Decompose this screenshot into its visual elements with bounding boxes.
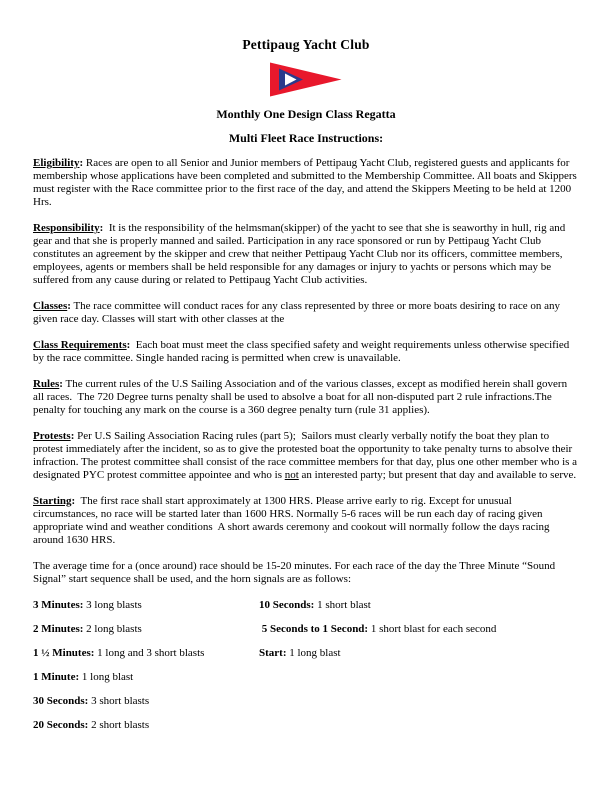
subtitle-instructions: Multi Fleet Race Instructions: (228, 131, 384, 145)
signal-right-cell (259, 671, 579, 684)
paragraph-text: : (70, 430, 75, 442)
signal-time-label: 1 ½ Minutes: (33, 647, 95, 659)
paragraph-text: : (99, 222, 104, 234)
paragraph-text: : (71, 495, 76, 507)
signal-time-label: 5 Seconds to 1 Second: (259, 623, 369, 635)
instructions-body (33, 157, 579, 732)
paragraph-text: The race committee will conduct races for any class represented by three or more boats desiring to race on any given race day. Classes will start with other classes at the (33, 300, 563, 325)
signal-row (33, 623, 579, 636)
paragraph-text: The first race shall start approximately at 1300 HRS. Please arrive early to rig. Except for unusual circumstances, no race will be started later than 1600 HRS. Normally 5-6 races will be run each day of racing given appropriate wind and weather conditions A short awards ceremony and cookout will normally follow the days racing around 1630 HRS. (33, 495, 553, 546)
paragraph-text: : (59, 378, 63, 390)
pennant-flag-icon (270, 62, 342, 98)
paragraph-label: Class Requirements (33, 339, 127, 351)
signal-time-label: Start: (259, 647, 287, 659)
paragraph-text: The current rules of the U.S Sailing Association and of the various classes, except as modified herein shall govern all races. The 720 Degree turns penalty shall be used to absolve a boat for all non-disputed part 2 rule infractions.The penalty for touching any mark on the course is a 360 degree penalty turn (rule 31 applies). (33, 378, 570, 416)
paragraph-label: Eligibility (33, 157, 80, 169)
signal-right-cell: 10 Seconds: 1 short blast (259, 599, 371, 611)
signal-time-label: 30 Seconds: (33, 695, 89, 707)
paragraph-text: : (79, 157, 84, 169)
paragraph-label: Protests (33, 430, 71, 442)
signal-time-label: 2 Minutes: (33, 623, 84, 635)
paragraph-average-time (33, 560, 579, 586)
signal-time-label: 1 Minute: (33, 671, 80, 683)
paragraph-label: Responsibility (33, 222, 100, 234)
paragraph-eligibility (33, 157, 579, 209)
signal-left-cell: 20 Seconds: 2 short blasts (33, 719, 150, 731)
signal-left-cell: 30 Seconds: 3 short blasts (33, 695, 150, 707)
signal-left-cell: 1 ½ Minutes: 1 long and 3 short blasts (33, 647, 205, 659)
paragraph-text: Each boat must meet the class specified safety and weight requirements unless otherwise specified by the race committee. Single handed racing is permitted when crew is unavailable. (33, 339, 572, 364)
paragraph-protests (33, 430, 579, 482)
signal-left-cell: 2 Minutes: 2 long blasts (33, 623, 142, 635)
paragraph-responsibility (33, 222, 579, 287)
paragraph-label: Rules (33, 378, 60, 390)
paragraph-text: not (284, 469, 299, 481)
paragraph-text: The average time for a (once around) race should be 15-20 minutes. For each race of the day the Three Minute “Sound Signal” start sequence shall be used, and the horn signals are as follows: (33, 560, 558, 585)
paragraph-text: an interested party; but present that day and available to serve. (298, 469, 577, 481)
paragraph-class-requirements (33, 339, 579, 365)
horn-signals-list (33, 599, 579, 732)
instruction-paragraphs (33, 157, 579, 586)
paragraph-classes (33, 300, 579, 326)
page-title: Pettipaug Yacht Club (242, 37, 370, 52)
paragraph-text: Per U.S Sailing Association Racing rules (part 5); Sailors must clearly verbally notify the boat they plan to protest immediately after the incident, so as to give the protested boat the opportunity to take penalty turns to absolve their infraction. The protest committee shall consist of the race committee members for that day, plus one other member who is a designated PYC protest committee appointee and who is (33, 430, 580, 481)
paragraph-text: : (67, 300, 71, 312)
signal-row (33, 695, 579, 708)
signal-row (33, 599, 579, 612)
signal-left-cell: 3 Minutes: 3 long blasts (33, 599, 142, 611)
paragraph-text: : (126, 339, 131, 351)
paragraph-label: Classes (33, 300, 68, 312)
signal-row (33, 719, 579, 732)
signal-right-cell (259, 719, 579, 732)
signal-time-label: 20 Seconds: (33, 719, 89, 731)
paragraph-label: Starting (33, 495, 72, 507)
signal-row (33, 647, 579, 660)
paragraph-text: It is the responsibility of the helmsman(skipper) of the yacht to see that she is seaworthy in hull, rig and gear and that she is properly manned and sailed. Participation in any race sponsored or run by Pettipaug Yacht Club constitutes an agreement by the skipper and crew that neither Pettipaug Yacht Club nor its officers, committee members, employees, agents or members shall be held responsible for any damages or injury to yachts or persons which may be suffered from any cause during or related to Pettipaug Yacht Club activities. (33, 222, 568, 286)
signal-left-cell: 1 Minute: 1 long blast (33, 671, 134, 683)
signal-right-cell: Start: 1 long blast (259, 647, 341, 659)
subtitle-regatta: Monthly One Design Class Regatta (216, 107, 396, 121)
club-burgee-logo (33, 62, 579, 98)
signal-row (33, 671, 579, 684)
signal-right-cell (259, 695, 579, 708)
signal-time-label: 3 Minutes: (33, 599, 84, 611)
paragraph-rules (33, 378, 579, 417)
signal-right-cell: 5 Seconds to 1 Second: 1 short blast for each second (259, 623, 497, 635)
signal-time-label: 10 Seconds: (259, 599, 315, 611)
paragraph-text: Races are open to all Senior and Junior members of Pettipaug Yacht Club, registered guests and applicants for membership whose applications have been completed and submitted to the Membership Committee. All boats and Skippers must register with the Race committee prior to the first race of the day, and attend the Skippers Meeting to be held at 1200 Hrs. (33, 157, 580, 208)
paragraph-starting (33, 495, 579, 547)
